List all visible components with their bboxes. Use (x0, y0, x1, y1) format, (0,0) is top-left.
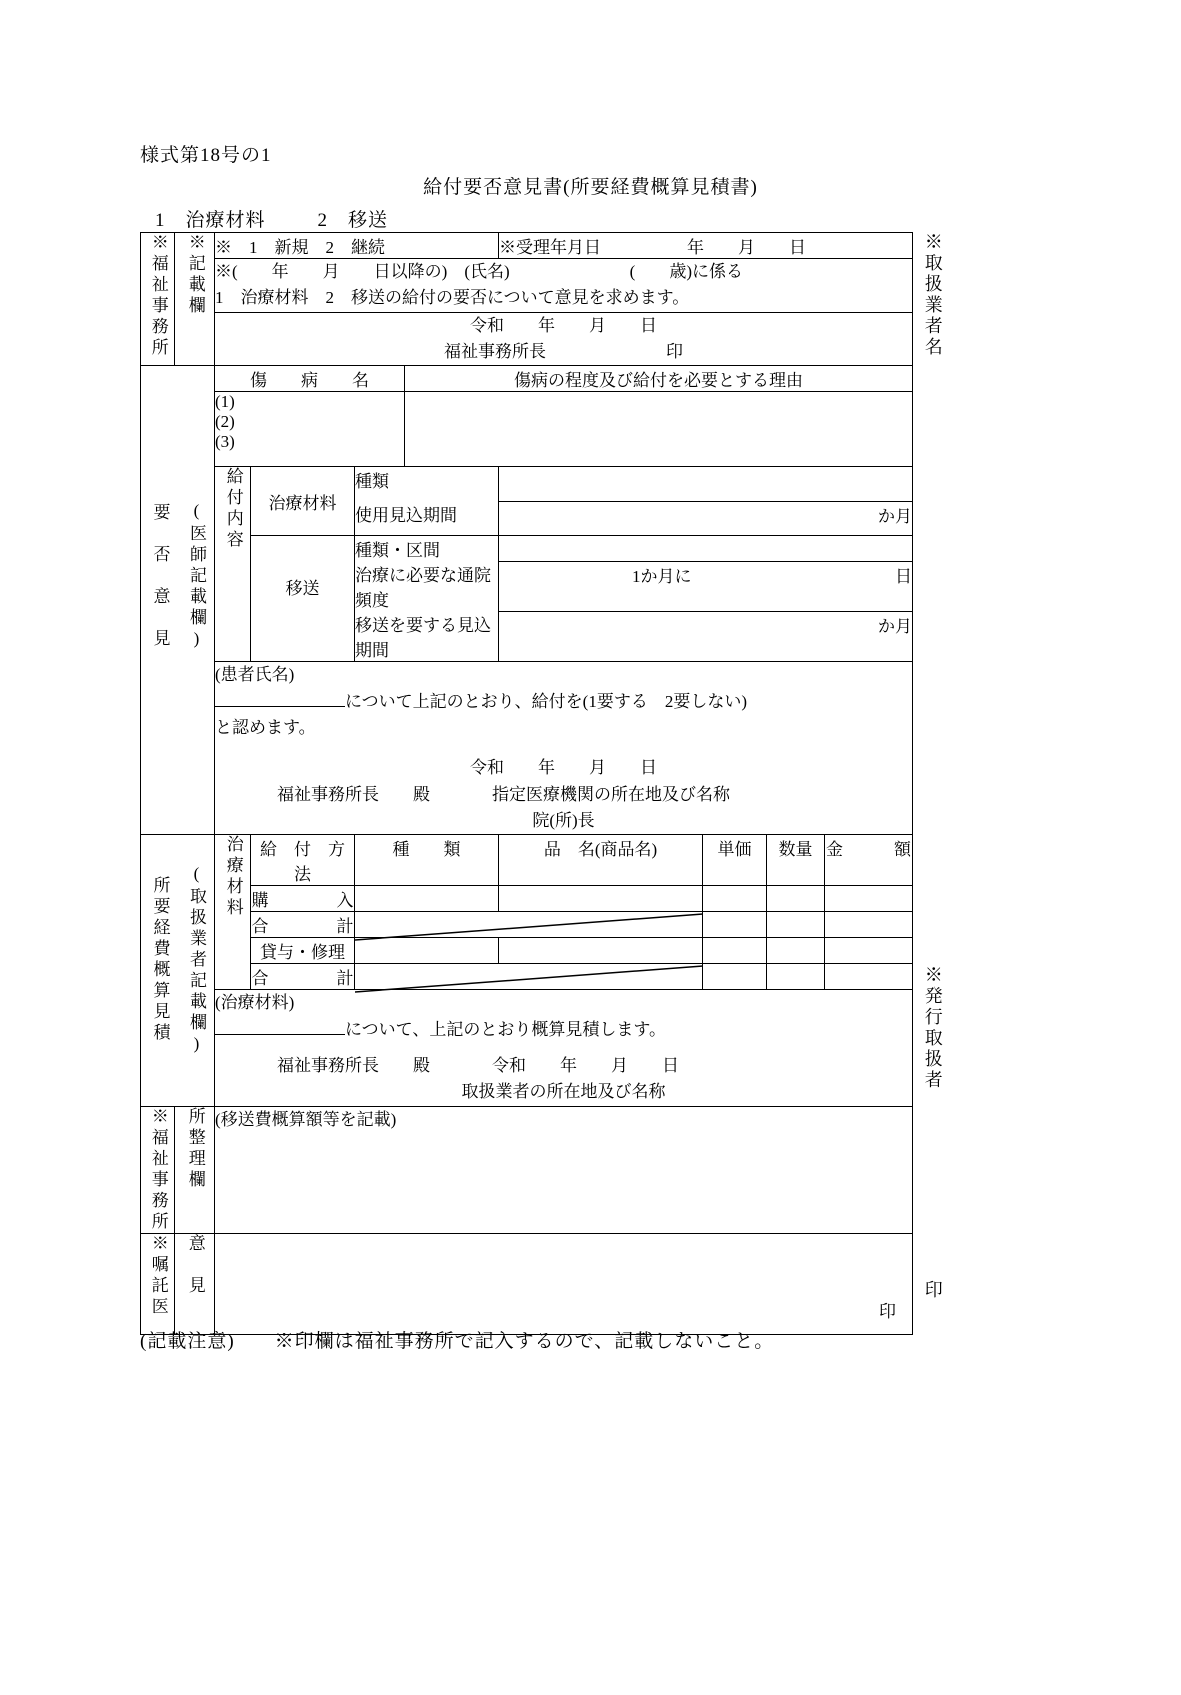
cell-rental-total-amount[interactable] (825, 964, 913, 990)
material-period-label: 使用見込期間 (355, 501, 499, 536)
cell-purchase-total-unitprice[interactable] (703, 912, 767, 938)
welfare-signature-cell (215, 312, 913, 366)
subject-item-1: 1 治療材料 (155, 210, 266, 231)
estimate-vlabel-cell (141, 835, 215, 1106)
cell-rental-quantity[interactable] (767, 938, 825, 964)
estimate-signature-line (215, 1053, 912, 1079)
opinion-statement-cell (215, 662, 913, 835)
welfare-office-head: 福祉事務所長 (444, 342, 547, 362)
patient-name-label: (患者氏名) (215, 665, 295, 685)
doctor-vlabel-cell (141, 1233, 175, 1334)
header-kind: 種 類 (355, 835, 499, 886)
row-welfare-request (141, 259, 913, 313)
opinion-vlabel-cell (141, 366, 215, 835)
opinion-statement-text: について上記のとおり、給付を(1要する 2要しない) (345, 691, 747, 711)
row-office-processing (141, 1106, 913, 1233)
material-label: 治療材料 (268, 493, 337, 513)
header-method: 給 付 方 法 (251, 835, 355, 886)
row-transfer-kind (141, 536, 913, 562)
opinion-statement-line (215, 689, 912, 715)
doctor-label: ※嘱託医 (148, 1233, 168, 1318)
side-label-handler-name: ※取扱業者名 (922, 232, 943, 358)
material-kind-value[interactable] (499, 467, 913, 501)
subject-line (155, 205, 388, 232)
estimate-statement-text: について、上記のとおり概算見積します。 (345, 1019, 666, 1039)
row-label-purchase-total: 合 計 (251, 912, 355, 938)
cell-purchase-total-strike (355, 912, 703, 938)
material-kind-label: 種類 (355, 467, 499, 501)
cell-rental-total-strike (355, 964, 703, 990)
type-selection-text: ※ 1 新規 2 継続 (215, 238, 385, 257)
row-purchase-total (141, 912, 913, 938)
row-doctor-opinion (141, 1233, 913, 1334)
header-amount: 金 額 (825, 835, 913, 886)
request-line-2: 1 治療材料 2 移送の給付の要否について意見を求めます。 (215, 288, 690, 308)
disease-row-3[interactable]: (3) (215, 432, 405, 467)
patient-name-blank[interactable] (215, 689, 345, 707)
transfer-period-label: 移送を要する見込期間 (355, 611, 499, 662)
office-processing-hint: (移送費概算額等を記載) (215, 1109, 397, 1129)
cell-purchase-unitprice[interactable] (703, 886, 767, 912)
office-sub-vlabel-cell (175, 1106, 215, 1233)
receipt-date-value: 年 月 日 (687, 238, 806, 257)
welfare-request-cell (215, 259, 913, 313)
welfare-office-label: ※福祉事務所 (148, 233, 168, 359)
row-disease-1 (141, 392, 913, 413)
opinion-signature-line (215, 782, 912, 808)
welfare-office-vlabel-cell (141, 233, 175, 366)
estimate-material-vlabel-cell (215, 835, 251, 990)
cell-purchase-amount[interactable] (825, 886, 913, 912)
opinion-date-line: 令和 年 月 日 (470, 758, 658, 778)
row-opinion-headers (141, 366, 913, 392)
cell-rental-amount[interactable] (825, 938, 913, 964)
main-form-table (140, 232, 913, 1335)
estimate-statement-cell (215, 990, 913, 1106)
material-period-unit: か月 (825, 501, 913, 536)
estimate-vendor: 取扱業者の所在地及び名称 (461, 1082, 666, 1102)
transfer-freq-label: 治療に必要な通院頻度 (355, 561, 499, 611)
row-label-purchase: 購 入 (251, 886, 355, 912)
row-estimate-headers (141, 835, 913, 886)
disease-name-header: 傷 病 名 (215, 366, 405, 392)
row-opinion-statement (141, 662, 913, 835)
doctor-seal: 印 (879, 1302, 897, 1322)
welfare-sub-vlabel-cell (175, 233, 215, 366)
cell-rental-total-quantity[interactable] (767, 964, 825, 990)
row-label-rental-total: 合 計 (251, 964, 355, 990)
transfer-vlabel-cell (251, 536, 355, 662)
subject-item-2: 2 移送 (317, 210, 389, 231)
side-label-seal: 印 (922, 1280, 943, 1301)
form-number: 様式第18号の1 (140, 145, 272, 166)
estimate-to-office: 福祉事務所長 殿 (277, 1056, 430, 1076)
estimate-label: 所要経費概算見積 (150, 876, 170, 1045)
transfer-period-unit: か月 (825, 611, 913, 662)
opinion-director: 院(所)長 (532, 811, 595, 831)
estimate-date-line: 令和 年 月 日 (492, 1056, 679, 1076)
welfare-date-line: 令和 年 月 日 (470, 315, 658, 335)
document-title: 給付要否意見書(所要経費概算見積書) (423, 177, 758, 198)
estimate-name-blank[interactable] (215, 1017, 345, 1035)
opinion-institution: 指定医療機関の所在地及び名称 (492, 784, 730, 804)
receipt-date-label: ※受理年月日 (499, 238, 601, 257)
estimate-note-label: (治療材料) (215, 993, 295, 1013)
opinion-statement-line-2: と認めます。 (215, 718, 316, 738)
welfare-office-head-line (215, 339, 912, 365)
opinion-sub-label: (医師記載欄) (186, 500, 206, 652)
row-welfare-header (141, 233, 913, 259)
cell-purchase-product[interactable] (499, 886, 703, 912)
opinion-to-office: 福祉事務所長 殿 (277, 784, 430, 804)
type-selection-cell[interactable] (215, 233, 499, 259)
material-period-value[interactable] (499, 501, 825, 536)
row-rental-total (141, 964, 913, 990)
office-processing-area[interactable] (215, 1106, 913, 1233)
transfer-freq-value[interactable]: 1か月に (499, 561, 825, 611)
cell-rental-unitprice[interactable] (703, 938, 767, 964)
disease-reason-header: 傷病の程度及び給付を必要とする理由 (405, 366, 913, 392)
cell-purchase-total-amount[interactable] (825, 912, 913, 938)
doctor-sub-label: 意 見 (185, 1233, 205, 1297)
header-unitprice: 単価 (703, 835, 767, 886)
transfer-period-value[interactable] (499, 611, 825, 662)
disease-row-2[interactable]: (2) (215, 412, 405, 432)
office-sub-label: 所整理欄 (185, 1106, 205, 1191)
request-line-1-age: ( 歳)に係る (629, 262, 743, 281)
cell-rental-total-unitprice[interactable] (703, 964, 767, 990)
row-label-rental: 貸与・修理 (251, 938, 355, 964)
office-vlabel-cell (141, 1106, 175, 1233)
request-line-1-text: ※( 年 月 日以降の) (氏名) (215, 262, 510, 281)
estimate-sub-label: (取扱業者記載欄) (186, 863, 206, 1057)
content-label: 給付内容 (223, 467, 243, 552)
row-welfare-signature (141, 312, 913, 366)
doctor-opinion-area[interactable] (215, 1233, 913, 1334)
request-line-1 (215, 259, 912, 285)
cell-purchase-kind[interactable] (355, 886, 499, 912)
row-purchase (141, 886, 913, 912)
transfer-label: 移送 (285, 578, 320, 598)
material-vlabel-cell (251, 467, 355, 536)
estimate-statement-line (215, 1017, 912, 1043)
cell-purchase-quantity[interactable] (767, 886, 825, 912)
footer-note: (記載注意) ※印欄は福祉事務所で記入するので、記載しないこと。 (140, 1331, 775, 1352)
transfer-kind-label: 種類・区間 (355, 536, 499, 562)
side-label-issuer: ※発行取扱者 (922, 965, 943, 1091)
transfer-kind-value[interactable] (499, 536, 913, 562)
cell-purchase-total-quantity[interactable] (767, 912, 825, 938)
welfare-seal: 印 (666, 342, 684, 362)
row-estimate-statement (141, 990, 913, 1106)
disease-row-1[interactable]: (1) (215, 392, 405, 413)
office-label: ※福祉事務所 (148, 1106, 168, 1233)
header-product: 品 名(商品名) (499, 835, 703, 886)
content-vlabel-cell (215, 467, 251, 662)
transfer-freq-unit: 日 (825, 561, 913, 611)
doctor-sub-vlabel-cell (175, 1233, 215, 1334)
estimate-material-label: 治療材料 (223, 835, 243, 920)
opinion-label: 要 否 意 見 (150, 502, 170, 650)
receipt-date-cell[interactable] (499, 233, 913, 259)
disease-reason-area[interactable] (405, 392, 913, 467)
row-material-kind (141, 467, 913, 501)
welfare-sub-label: ※記載欄 (185, 233, 205, 317)
header-quantity: 数量 (767, 835, 825, 886)
